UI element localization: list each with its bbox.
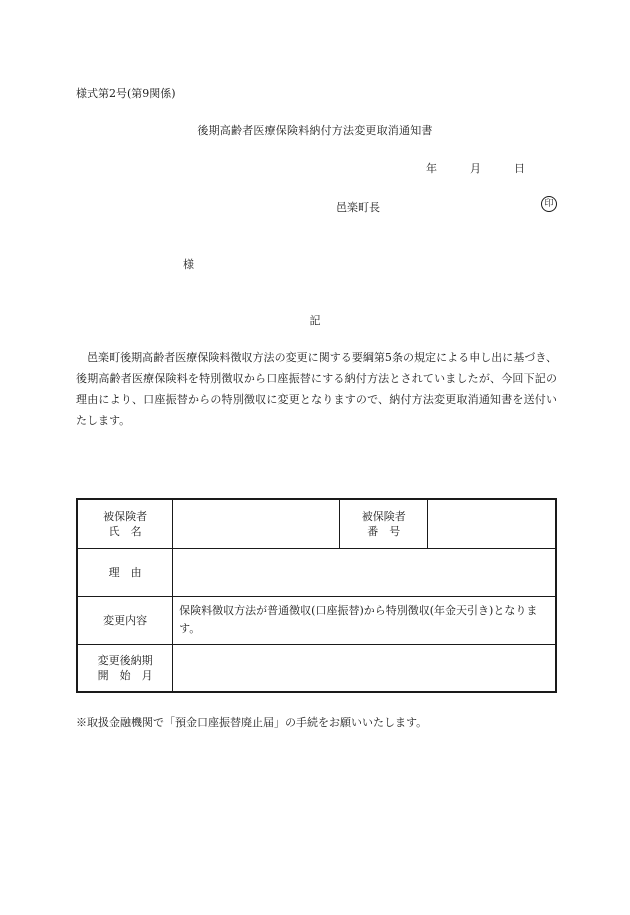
section-heading: 記 <box>309 314 321 327</box>
table-row <box>77 596 556 644</box>
footnote: ※取扱金融機関で「預金口座振替廃止届」の手続をお願いいたします。 <box>76 716 428 729</box>
date-day: 日 <box>514 162 525 175</box>
insured-number-value <box>428 499 556 548</box>
change-value: 保険料徴収方法が普通徴収(口座振替)から特別徴収(年金天引き)となります。 <box>173 596 556 644</box>
reason-label: 理 由 <box>77 548 173 596</box>
start-month-label: 変更後納期 開 始 月 <box>77 644 173 692</box>
insured-name-value <box>173 499 340 548</box>
start-month-value <box>173 644 556 692</box>
form-code: 様式第2号(第9関係) <box>76 87 176 100</box>
reason-value <box>173 548 556 596</box>
seal-mark: 印 <box>541 196 557 212</box>
insured-number-label: 被保険者 番 号 <box>340 499 428 548</box>
table-row <box>77 548 556 596</box>
body-paragraph: 邑楽町後期高齢者医療保険料徴収方法の変更に関する要綱第5条の規定による申し出に基づき、後期高齢者医療保険料を特別徴収から口座振替にする納付方法とされていましたが、今回下記の理由により、口座振替からの特別徴収に変更となりますので、納付方法変更取消通知書を送付いたします。 <box>76 351 557 427</box>
date-line <box>426 160 525 176</box>
insured-name-label: 被保険者 氏 名 <box>77 499 173 548</box>
date-month: 月 <box>470 162 481 175</box>
document-title: 後期高齢者医療保険料納付方法変更取消通知書 <box>197 124 433 137</box>
table-row <box>77 644 556 692</box>
table-row <box>77 499 556 548</box>
change-label: 変更内容 <box>77 596 173 644</box>
date-year: 年 <box>426 162 437 175</box>
issuer-name: 邑楽町長 <box>336 201 380 214</box>
info-table <box>76 498 557 693</box>
recipient-honorific: 様 <box>183 258 194 271</box>
